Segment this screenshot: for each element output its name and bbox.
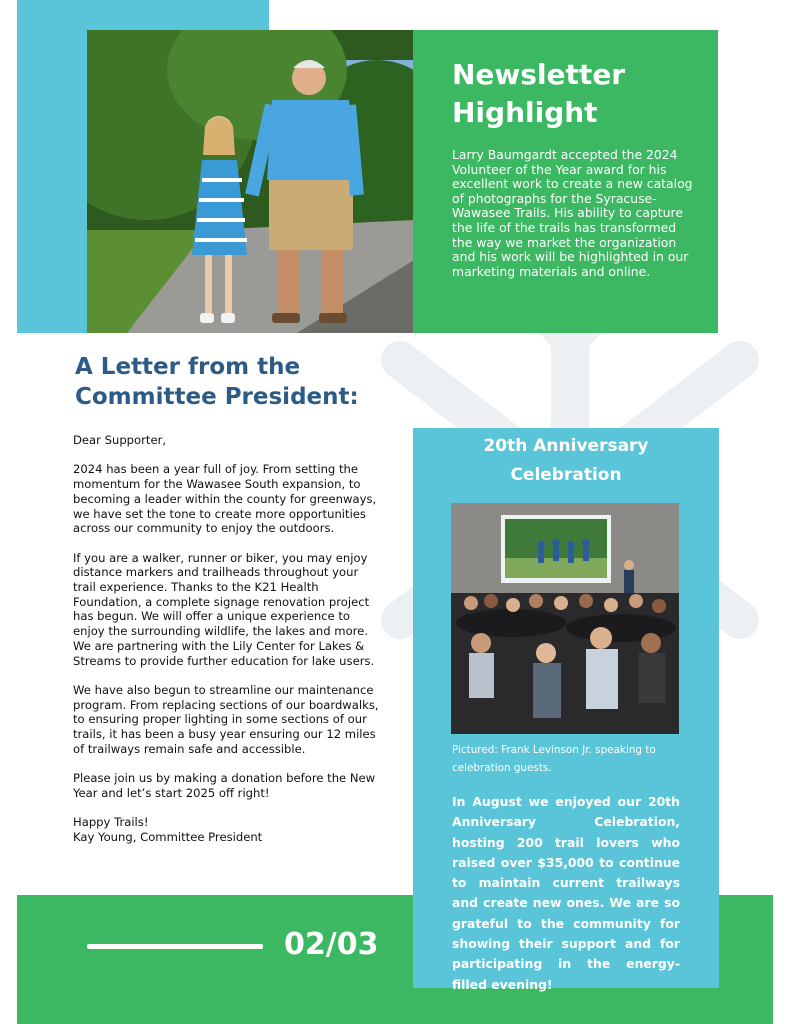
- highlight-title-line1: Newsletter: [452, 58, 626, 91]
- anniversary-title-line2: Celebration: [510, 465, 622, 485]
- caption-line1: Pictured: Frank Levinson Jr. speaking to: [452, 744, 656, 756]
- celebration-event-photo: [451, 503, 679, 734]
- letter-body: [73, 433, 383, 845]
- footer-divider-line: [87, 944, 263, 949]
- letter-paragraph: 2024 has been a year full of joy. From setting the momentum for the Wawasee South expansion, to becoming a leader within the county for greenways, we have set the tone to create more opportunities across our community to enjoy the outdoors.: [73, 462, 377, 536]
- page-number: 02/03: [284, 927, 379, 962]
- letter-title-line2: Committee President:: [75, 384, 359, 410]
- letter-paragraph: We have also begun to streamline our maintenance program. From replacing sections of our boardwalks, to ensuring proper lighting in some sections of our trails, it has been a busy year ensuring our 12 miles of trailways remain safe and accessible.: [73, 682, 379, 756]
- caption-line2: celebration guests.: [452, 762, 552, 774]
- highlight-title: [452, 56, 702, 132]
- highlight-title-line2: Highlight: [452, 96, 598, 129]
- anniversary-title-line1: 20th Anniversary: [483, 436, 649, 456]
- anniversary-text: In August we enjoyed our 20th Anniversary Celebration, hosting 200 trail lovers who raised over $35,000 to continue to maintain current trailways and create new ones. We are so grateful to the community for showing their support and for participating in the energy-filled evening!: [452, 794, 680, 992]
- photo-caption: [452, 741, 692, 777]
- anniversary-title: [413, 432, 719, 490]
- trail-walkers-photo: [87, 30, 414, 333]
- letter-signature: Kay Young, Committee President: [73, 829, 263, 844]
- letter-salutation: Dear Supporter,: [73, 433, 167, 447]
- letter-paragraph: If you are a walker, runner or biker, you may enjoy distance markers and trailheads throughout your trail experience. Thanks to the K21 Health Foundation, a complete signage renovation project has begun. We will offer a unique experience to enjoy the surrounding wildlife, the lakes and more. We are partnering with the Lily Center for Lakes & Streams to provide further education for lake users.: [73, 550, 375, 668]
- letter-title: [75, 352, 395, 412]
- letter-paragraph: Please join us by making a donation before the New Year and let’s start 2025 off right!: [73, 771, 376, 800]
- letter-title-line1: A Letter from the: [75, 354, 301, 380]
- highlight-text: Larry Baumgardt accepted the 2024 Volunteer of the Year award for his excellent work to create a new catalog of photographs for the Syracuse-Wawasee Trails. His ability to capture the life of the trails has transformed the way we market the organization and his work will be highlighted in our marketing materials and online.: [452, 147, 693, 279]
- letter-closing: Happy Trails!: [73, 815, 149, 830]
